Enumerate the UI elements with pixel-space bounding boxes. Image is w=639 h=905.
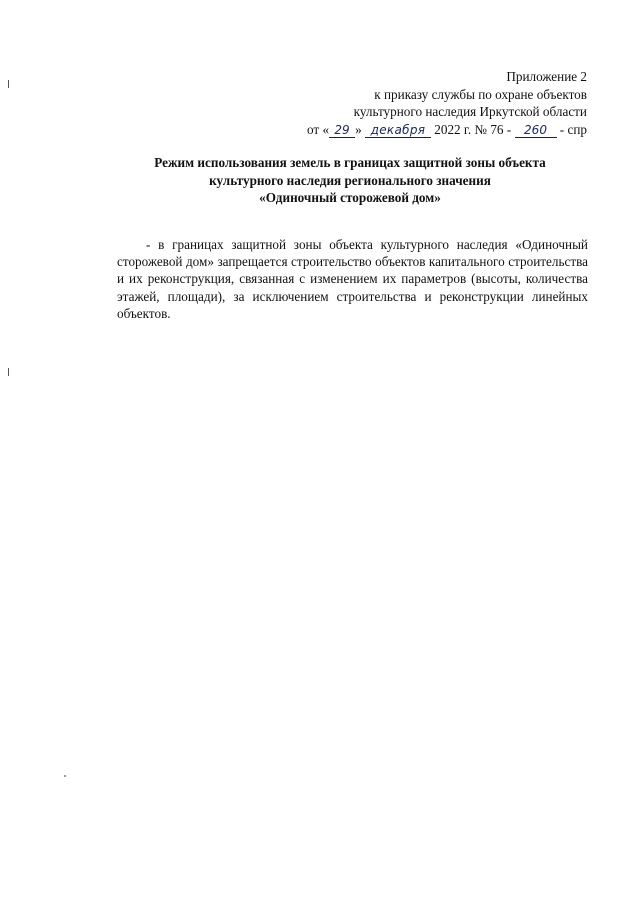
date-prefix: от « <box>306 121 330 137</box>
appendix-authority: культурного наследия Иркутской области <box>353 104 587 120</box>
document-title <box>100 154 600 207</box>
scan-artifact <box>8 368 9 376</box>
appendix-header <box>307 68 587 138</box>
handwritten-day: 29 <box>329 123 355 138</box>
title-line-1: Режим использования земель в границах защитной зоны объекта <box>154 155 546 170</box>
handwritten-order-number: 260 <box>515 123 557 138</box>
title-line-3: «Одиночный сторожевой дом» <box>259 190 441 206</box>
order-date-line <box>307 121 587 139</box>
scan-artifact <box>8 80 9 88</box>
order-suffix: - спр <box>559 121 587 137</box>
date-quote-close: » <box>355 121 362 137</box>
body-paragraph: - в границах защитной зоны объекта культурного наследия «Одиночный сторожевой дом» запрещается строительство объектов капитального строительства и их реконструкция, связанная с изменением их параметров (высоты, количества этажей, площади), за исключением строительства и реконструкции линейных объектов. <box>117 237 588 321</box>
title-line-2: культурного наследия регионального значения <box>209 172 491 188</box>
appendix-number: Приложение 2 <box>506 69 587 84</box>
scan-speck <box>64 775 66 777</box>
handwritten-month: декабря <box>365 123 431 138</box>
appendix-order-ref: к приказу службы по охране объектов <box>374 86 587 102</box>
date-year-number: 2022 г. № 76 - <box>434 121 512 137</box>
